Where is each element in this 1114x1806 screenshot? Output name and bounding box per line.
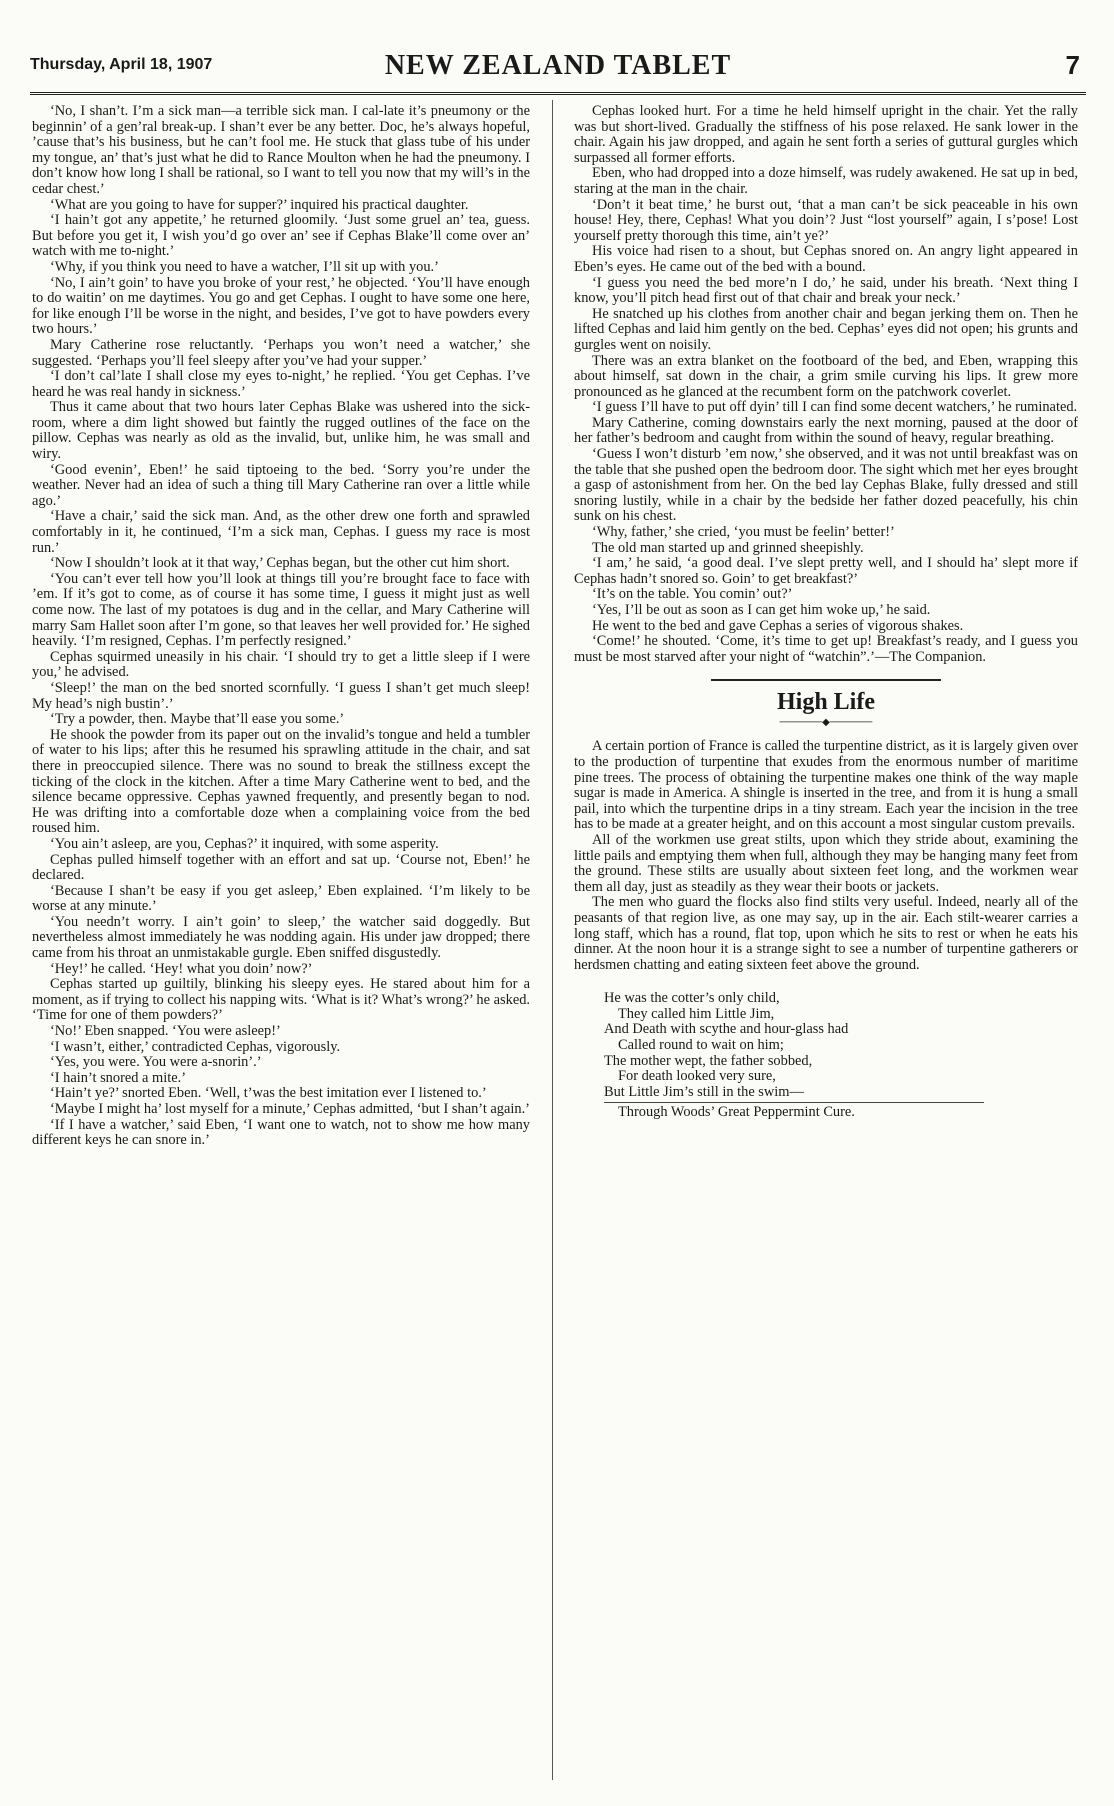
poem-line: He was the cotter’s only child, <box>604 990 780 1007</box>
story-paragraph: ‘No, I shan’t. I’m a sick man—a terrible sick man. I cal-late it’s pneumony or the beginnin’ of a gen’ral break-up. I shan’t ever be any better. Doc, he’s always hopeful, ’cause that’s his business, but he can’t fool me. He stuck that glass tube of his under my tongue, an’ that’s just what he did to Rance Moulton when he had the pneumony. I don’t know how long I shall be rational, so I want to tell you now that my will’s in the cedar chest.’ <box>32 104 530 197</box>
story-paragraph: ‘I don’t cal’late I shall close my eyes to-night,’ he replied. ‘You get Cephas. I’ve heard he was real handy in sickness.’ <box>32 368 530 400</box>
poem-line: Through Woods’ Great Peppermint Cure. <box>618 1104 855 1121</box>
poem-line: For death looked very sure, <box>618 1068 776 1085</box>
story-paragraph: Eben, who had dropped into a doze himself, was rudely awakened. He sat up in bed, staring at the man in the chair. <box>574 165 1078 197</box>
story-paragraph: ‘Sleep!’ the man on the bed snorted scornfully. ‘I guess I shan’t get much sleep! My head’s nigh bustin’.’ <box>32 679 530 712</box>
story-paragraph: ‘No, I ain’t goin’ to have you broke of your rest,’ he objected. ‘You’ll have enough to do waitin’ on me daytimes. You go and get Cephas. I ought to have some one here, for like enough I’ll be worse in the night, and besides, I’ve got to have powders every two hours.’ <box>32 274 530 338</box>
story-paragraph: He shook the powder from its paper out on the invalid’s tongue and held a tumbler of water to his lips; after this he resumed his sprawling attitude in the chair, and sat there in preoccupied silence. There was no sound to break the stillness except the ticking of the clock in the kitchen. After a time Mary Catherine went to bed, and the silence became oppressive. Cephas yawned frequently, and presently began to nod. He was drifting into a comfortable doze when a complaining voice from the bed roused him. <box>32 726 530 837</box>
story-paragraph: ‘No!’ Eben snapped. ‘You were asleep!’ <box>50 1023 281 1040</box>
article-paragraph: The men who guard the flocks also find stilts very useful. Indeed, nearly all of the peasants of that region live, as one may say, up in the air. Each stilt-wearer carries a long staff, which has a round, flat top, upon which he sits to rest or when he eats his dinner. At the noon hour it is a strange sight to see a number of turpentine gatherers or herdsmen chatting and eating sixteen feet above the ground. <box>574 894 1078 973</box>
story-paragraph: ‘If I have a watcher,’ said Eben, ‘I want one to watch, not to show me how many different keys he can snore in.’ <box>32 1116 530 1149</box>
story-paragraph: ‘Because I shan’t be easy if you get asleep,’ Eben explained. ‘I’m likely to be worse at any minute.’ <box>32 882 530 915</box>
column-divider <box>552 100 553 1780</box>
masthead <box>30 48 1086 88</box>
article-paragraph: A certain portion of France is called the turpentine district, as it is largely given over to the production of turpentine that exudes from the enormous number of maritime pine trees. The process of obtaining the turpentine makes one think of the way maple sugar is made in America. A shingle is inserted in the tree, and from it is hung a small pail, into which the turpentine drips in a tiny stream. Each year the incision in the tree has to be made at a greater height, and on this account a most singular custom prevails. <box>574 738 1078 833</box>
story-paragraph: ‘Why, if you think you need to have a watcher, I’ll sit up with you.’ <box>50 258 439 275</box>
poem-rule <box>604 1102 984 1103</box>
story-paragraph: ‘I am,’ he said, ‘a good deal. I’ve slept pretty well, and I should ha’ slept more if Cephas hadn’t snored so. Goin’ to get breakfast?’ <box>574 555 1078 587</box>
poem-line: But Little Jim’s still in the swim— <box>604 1083 804 1100</box>
story-paragraph: ‘I guess you need the bed more’n I do,’ he said, under his breath. ‘Next thing I know, you’ll pitch head first out of that chair and break your neck.’ <box>574 274 1078 307</box>
article-paragraph: All of the workmen use great stilts, upon which they stride about, examining the little pails and emptying them when full, although they may be hanging many feet from the ground. These stilts are usually about sixteen feet long, and the workmen wear them all day, just as steadily as they wear their boots or jackets. <box>574 831 1078 895</box>
poem-line: The mother wept, the father sobbed, <box>604 1052 813 1069</box>
story-paragraph: ‘Have a chair,’ said the sick man. And, as the other drew one forth and sprawled comfortably in it, he continued, ‘I’m a sick man, Cephas. I guess my race is most run.’ <box>32 508 530 556</box>
story-paragraph: Thus it came about that two hours later Cephas Blake was ushered into the sick-room, where a dim light showed but faintly the rugged outlines of the face on the pillow. Cephas was nearly as old as the invalid, but, unlike him, he was small and wiry. <box>32 399 530 463</box>
story-paragraph: Cephas looked hurt. For a time he held himself upright in the chair. Yet the rally was but short-lived. Gradually the stiffness of his pose relaxed. He sank lower in the chair. Again his jaw dropped, and again he sent forth a series of guttural gurgles which surpassed all former efforts. <box>574 104 1078 166</box>
poem-line: And Death with scythe and hour-glass had <box>604 1021 849 1038</box>
story-paragraph: The old man started up and grinned sheepishly. <box>592 539 864 556</box>
section-heading: High Life <box>776 689 875 716</box>
poem-line: Called round to wait on him; <box>618 1037 784 1054</box>
story-paragraph: His voice had risen to a shout, but Cephas snored on. An angry light appeared in Eben’s eyes. He came out of the bed with a bound. <box>574 243 1078 275</box>
story-paragraph: ‘Now I shouldn’t look at it that way,’ Cephas began, but the other cut him short. <box>50 555 510 572</box>
masthead-rule <box>30 92 1086 98</box>
story-paragraph: ‘Yes, I’ll be out as soon as I can get him woke up,’ he said. <box>592 602 931 618</box>
story-paragraph: He went to the bed and gave Cephas a series of vigorous shakes. <box>592 617 964 634</box>
story-paragraph: ‘Guess I won’t disturb ’em now,’ she observed, and it was not until breakfast was on the table that she pushed open the bedroom door. The sight which met her eyes brought a gasp of astonishment from her. On the bed lay Cephas Blake, fully dressed and still snoring lustily, while in a chair by the bedside her father dozed peacefully, his chin sunk on his chest. <box>574 446 1078 525</box>
story-paragraph: He snatched up his clothes from another chair and began jerking them on. Then he lifted Cephas and laid him gently on the bed. Cephas’ eyes did not open; his grunts and gurgles went on noisily. <box>574 305 1078 353</box>
story-paragraph: ‘I hain’t got any appetite,’ he returned gloomily. ‘Just some gruel an’ tea, guess. But before you get it, I wish you’d go over an’ see if Cephas Blake’ll come over an’ watch with me to-night.’ <box>32 212 530 260</box>
story-paragraph: ‘Why, father,’ she cried, ‘you must be feelin’ better!’ <box>592 524 895 541</box>
story-paragraph: ‘You needn’t worry. I ain’t goin’ to sleep,’ the watcher said doggedly. But nevertheless almost immediately he was nodding again. His under jaw dropped; there came from his throat an unmistakable gurgle. Eben sniffed disgustedly. <box>32 913 530 962</box>
page-number: 7 <box>1065 50 1080 80</box>
story-paragraph: ‘It’s on the table. You comin’ out?’ <box>592 586 793 603</box>
story-paragraph: Cephas pulled himself together with an effort and sat up. ‘Course not, Eben!’ he declared. <box>32 851 530 884</box>
story-paragraph: ‘Hey!’ he called. ‘Hey! what you doin’ now?’ <box>50 960 313 977</box>
story-column-right <box>574 104 1078 1774</box>
story-paragraph: ‘Yes, you were. You were a-snorin’.’ <box>50 1054 262 1071</box>
story-paragraph: ‘I wasn’t, either,’ contradicted Cephas, vigorously. <box>50 1038 341 1055</box>
advertisement-poem <box>574 991 1078 1121</box>
story-paragraph: ‘Good evenin’, Eben!’ he said tiptoeing to the bed. ‘Sorry you’re under the weather. Never had an idea of such a thing till Mary Catherine ran over a little while ago.’ <box>32 461 530 509</box>
section-rule <box>711 679 941 681</box>
newspaper-title: NEW ZEALAND TABLET <box>384 50 732 81</box>
story-paragraph: ‘You ain’t asleep, are you, Cephas?’ it inquired, with some asperity. <box>50 835 439 852</box>
story-paragraph: Mary Catherine rose reluctantly. ‘Perhaps you won’t need a watcher,’ she suggested. ‘Perhaps you’ll feel sleepy after you’ve had your supper.’ <box>32 336 530 369</box>
story-paragraph: ‘You can’t ever tell how you’ll look at things till you’re brought face to face with ’em. If it’s got to come, as of course it has some time, I guess it might just as well come now. The last of my potatoes is dug and in the cellar, and Mary Catherine will marry Sam Hallet soon after I’m gone, so that leaves her well provided for.’ He sighed heavily. ‘I’m resigned, Cephas. I’m perfectly resigned.’ <box>32 570 530 650</box>
story-column-left <box>32 104 530 1774</box>
story-paragraph: ‘Don’t it beat time,’ he burst out, ‘that a man can’t be sick peaceable in his own house! Hey, there, Cephas! What you doin’? Just “lost yourself” again, I s’pose! Lost yourself pretty thorough this time, ain’t ye?’ <box>574 196 1078 244</box>
ornament-rule: ──────◆────── <box>779 717 873 729</box>
story-paragraph: ‘What are you going to have for supper?’ inquired his practical daughter. <box>50 196 469 213</box>
story-paragraph: Cephas started up guiltily, blinking his sleepy eyes. He stared about him for a moment, as if trying to collect his napping wits. ‘What is it? What’s wrong?’ he asked. ‘Time for one of them powders?’ <box>32 976 530 1024</box>
story-paragraph: Mary Catherine, coming downstairs early the next morning, paused at the door of her father’s bedroom and caught from within the sound of heavy, regular breathing. <box>574 414 1078 447</box>
story-paragraph: ‘Hain’t ye?’ snorted Eben. ‘Well, t’was the best imitation ever I listened to.’ <box>50 1085 487 1102</box>
story-paragraph: Cephas squirmed uneasily in his chair. ‘I should try to get a little sleep if I were you,’ he advised. <box>32 648 530 681</box>
story-paragraph: ‘I guess I’ll have to put off dyin’ till I can find some decent watchers,’ he ruminated. <box>592 399 1078 416</box>
story-paragraph: ‘Try a powder, then. Maybe that’ll ease you some.’ <box>50 711 345 728</box>
story-paragraph: ‘Maybe I might ha’ lost myself for a minute,’ Cephas admitted, ‘but I shan’t again.’ <box>50 1101 530 1117</box>
story-paragraph: ‘Come!’ he shouted. ‘Come, it’s time to get up! Breakfast’s ready, and I guess you must be most starved after your night of “watchin”.’—The Companion. <box>574 633 1078 665</box>
story-paragraph: There was an extra blanket on the footboard of the bed, and Eben, wrapping this about himself, sat down in the chair, a grim smile curving his lips. It grew more pronounced as he glanced at the recumbent form on the patchwork coverlet. <box>574 352 1078 400</box>
poem-line: They called him Little Jim, <box>618 1005 775 1022</box>
story-paragraph: ‘I hain’t snored a mite.’ <box>50 1069 187 1086</box>
issue-date: Thursday, April 18, 1907 <box>30 56 213 73</box>
